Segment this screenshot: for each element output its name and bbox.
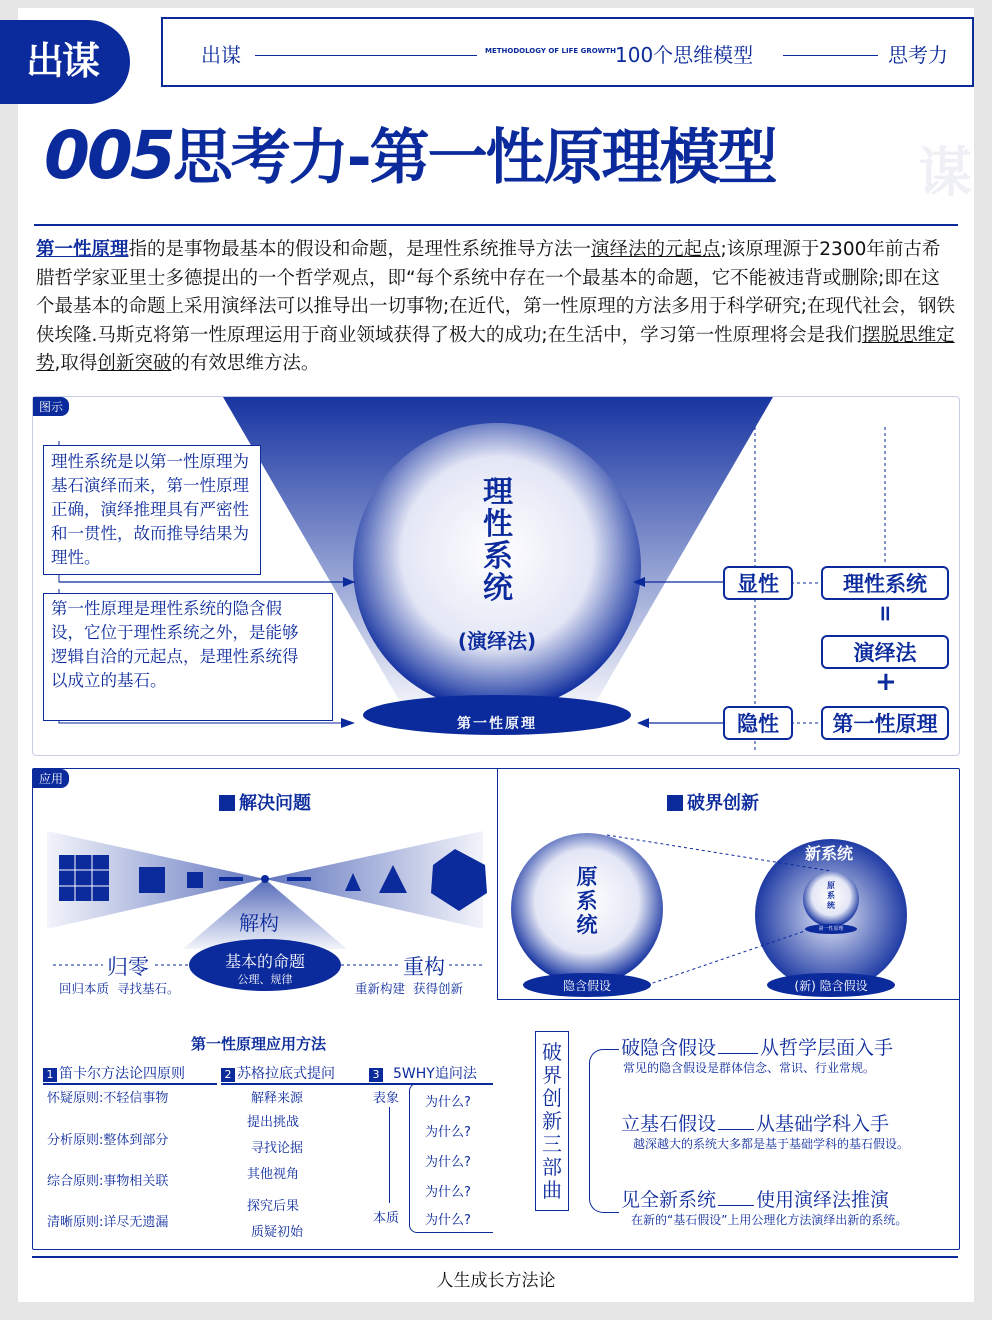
divider	[34, 224, 958, 226]
surface-label: 表象	[373, 1091, 400, 1106]
old-base-label: 隐含假设	[562, 979, 611, 993]
implicit-box: 隐性	[723, 706, 793, 740]
application-panel	[32, 768, 960, 1250]
method-number: 1	[43, 1068, 57, 1082]
step-action: 立基石假设	[621, 1113, 717, 1135]
why-item: 为什么?	[425, 1185, 471, 1200]
core-proposition: 基本的命题	[224, 952, 305, 971]
method2-header	[221, 1063, 371, 1085]
section-divider	[497, 999, 959, 1000]
line-icon	[219, 877, 243, 881]
step-desc: 常见的隐含假设是群体信念、常识、行业常规。	[623, 1061, 876, 1075]
step-action: 见全新系统	[621, 1189, 717, 1211]
intro-highlight: 创新突破	[97, 353, 172, 374]
method1-item: 清晰原则:详尽无遗漏	[47, 1215, 169, 1230]
footer-text: 人生成长方法论	[436, 1271, 556, 1291]
header-right: 思考力	[888, 43, 948, 67]
old-system-label: 原系统	[576, 865, 598, 937]
method3-title: 5WHY追问法	[393, 1066, 477, 1082]
note-first-principle: 第一性原理是理性系统的隐含假设，它位于理性系统之外，是能够逻辑自洽的元起点，是理性系统得以成立的基石。	[51, 599, 299, 690]
rebuild-label: 重构	[399, 951, 449, 981]
sphere-title: 理性系统	[483, 475, 513, 606]
step-row	[621, 1033, 893, 1060]
intro-text: 的有效思维方法。	[171, 353, 320, 374]
logo	[0, 20, 130, 104]
method-number: 2	[221, 1068, 235, 1082]
rational-system-box: 理性系统	[821, 566, 949, 600]
method1-header	[43, 1063, 217, 1085]
method1-item: 综合原则:事物相关联	[47, 1174, 169, 1189]
note-rational-system: 理性系统是以第一性原理为基石演绎而来，第一性原理正确，演绎推理具有严密性和一贯性，故而推导结果为理性。	[51, 452, 249, 567]
methods-title: 第一性原理应用方法	[191, 1035, 327, 1053]
title-number: 005	[44, 117, 173, 194]
intro-paragraph	[36, 236, 958, 379]
inner-base-label: 第一性原理	[818, 926, 844, 932]
step-approach: 从基础学科入手	[756, 1113, 890, 1135]
depth-axis	[389, 1107, 390, 1203]
intro-term: 第一性原理	[36, 239, 129, 260]
method2-item: 寻找论据	[251, 1141, 304, 1156]
method1-title: 笛卡尔方法论四原则	[59, 1066, 185, 1082]
cube-icon	[139, 867, 165, 893]
step-action: 破隐含假设	[621, 1037, 717, 1059]
method2-item: 其他视角	[247, 1167, 300, 1182]
method3-header	[369, 1063, 493, 1085]
header-rule	[255, 55, 477, 56]
deduction-box: 演绎法	[821, 635, 949, 669]
intro-text: ,取得	[54, 353, 98, 374]
method-number: 3	[369, 1068, 383, 1082]
header-left: 出谋	[201, 43, 241, 67]
method2-item: 探究后果	[247, 1199, 300, 1214]
breakthrough-label: 破界创新	[687, 793, 759, 814]
method1-item: 分析原则:整体到部分	[47, 1133, 169, 1148]
inner-system-label: 原系统	[827, 881, 835, 910]
page	[18, 8, 974, 1302]
intro-text: ;该原理源于2300年前古希腊哲学家亚里士多德提出的一个哲学观点，即“每个系统中存在一个最基本的命题，它不能被违背或删除;即在这个最基本的命题上采用演绎法可以推导出一切事物;在近代，第一性原理的方法多用于科学研究;在现代社会，钢铁侠埃隆.马斯克将第一性原理运用于商业领域获得了极大的成功;在生活中，学习第一性原理将会是我们	[36, 239, 955, 346]
why-item: 为什么?	[425, 1213, 471, 1228]
step-row	[621, 1109, 889, 1136]
first-principle-box: 第一性原理	[821, 706, 949, 740]
essence-label: 本质	[373, 1211, 400, 1226]
sphere-subtitle: (演绎法)	[457, 629, 537, 653]
method2-item: 解释来源	[251, 1091, 304, 1106]
why-item: 为什么?	[425, 1125, 471, 1140]
plus-sign: +	[875, 667, 897, 697]
new-base-label: (新) 隐含假设	[794, 979, 868, 993]
logo-text: 出谋	[26, 39, 99, 83]
solve-problem-label: 解决问题	[239, 793, 311, 814]
step-desc: 在新的“基石假设”上用公理化方法演绎出新的系统。	[631, 1213, 908, 1227]
why-item: 为什么?	[425, 1095, 471, 1110]
header-tag: METHODOLOGY OF LIFE GROWTH	[485, 47, 617, 55]
cube-stack-icon	[59, 855, 109, 901]
section-label: 应用	[33, 769, 69, 788]
step-desc: 越深越大的系统大多都是基于基础学科的基石假设。	[633, 1137, 910, 1151]
rebuild-sub: 重新构建 获得创新	[355, 981, 463, 996]
step-row	[621, 1185, 889, 1212]
method2-item: 质疑初始	[251, 1225, 304, 1240]
breakthrough-graphics	[497, 769, 961, 999]
intro-highlight: 摆脱思维定势	[36, 324, 955, 374]
trilogy-bracket	[589, 1049, 619, 1213]
intro-highlight: 演绎法的元起点	[591, 239, 721, 260]
trilogy-label: 破界创新三部曲	[542, 1040, 562, 1202]
zero-label: 归零	[103, 951, 153, 981]
deconstruct-label: 解构	[239, 911, 279, 935]
why-item: 为什么?	[425, 1155, 471, 1170]
method2-title: 苏格拉底式提问	[237, 1066, 335, 1082]
equals-sign: =	[872, 604, 898, 623]
diagram-panel	[32, 396, 960, 756]
title-text: 思考力-第一性原理模型	[172, 123, 776, 193]
square-icon	[187, 872, 203, 888]
header-bar	[161, 17, 974, 87]
core-proposition-sub: 公理、规律	[237, 973, 293, 986]
page-title	[44, 110, 776, 196]
header-middle: 100个思维模型	[615, 43, 754, 67]
section-label: 图示	[33, 397, 69, 416]
method1-item: 怀疑原则:不轻信事物	[47, 1091, 169, 1106]
intro-text: 指的是事物最基本的假设和命题，是理性系统推导方法一	[128, 239, 592, 260]
step-approach: 使用演绎法推演	[756, 1189, 890, 1211]
new-system-label: 新系统	[804, 844, 853, 863]
base-label: 第一性原理	[457, 716, 537, 732]
line-icon	[287, 877, 311, 881]
title-watermark: 谋	[918, 141, 972, 204]
header-rule	[783, 55, 878, 56]
footer-rule	[32, 1256, 958, 1258]
step-approach: 从哲学层面入手	[760, 1037, 894, 1059]
explicit-box: 显性	[723, 566, 793, 600]
method2-item: 提出挑战	[247, 1115, 300, 1130]
zero-sub: 回归本质 寻找基石。	[59, 981, 180, 996]
